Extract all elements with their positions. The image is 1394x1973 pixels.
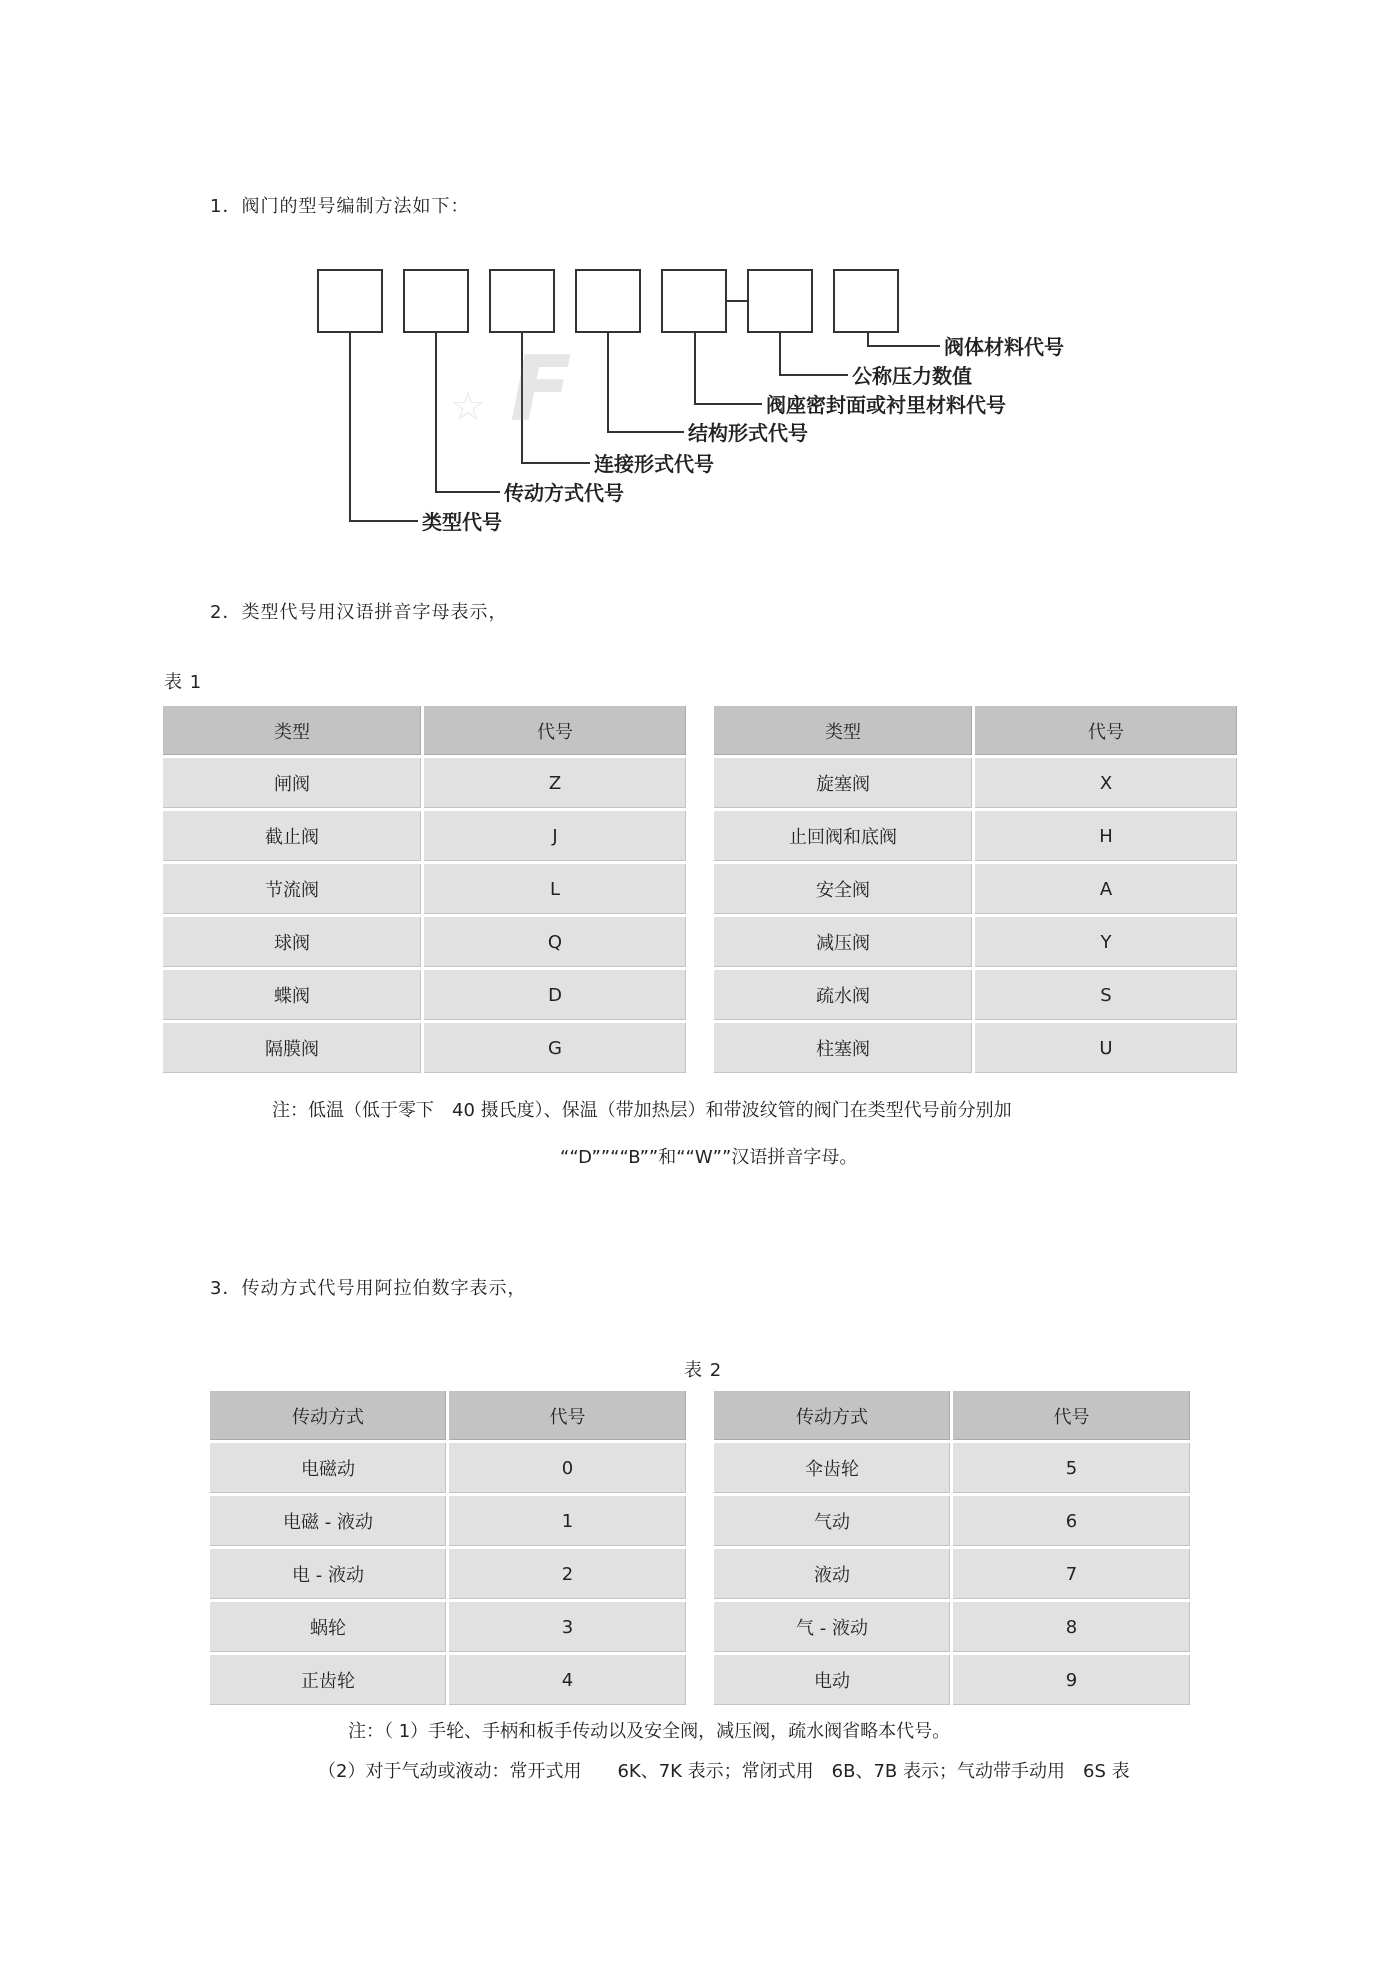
table-cell: Q (424, 917, 686, 970)
table-cell: 1 (449, 1496, 686, 1549)
table-cell: 止回阀和底阀 (714, 811, 975, 864)
table-cell: 9 (953, 1655, 1190, 1708)
table-cell: H (975, 811, 1237, 864)
label-structure-form: 结构形式代号 (688, 421, 808, 445)
table-cell: 安全阀 (714, 864, 975, 917)
table-cell: 4 (449, 1655, 686, 1708)
table-cell: 气 - 液动 (714, 1602, 953, 1655)
header-type: 类型 (163, 706, 424, 758)
header-drive-mode: 传动方式 (210, 1391, 449, 1443)
watermark-logo (450, 337, 571, 442)
label-drive-mode: 传动方式代号 (504, 481, 624, 505)
header-code: 代号 (975, 706, 1237, 758)
table-cell: Y (975, 917, 1237, 970)
header-code: 代号 (449, 1391, 686, 1443)
table-cell: 柱塞阀 (714, 1023, 975, 1076)
label-type-code: 类型代号 (422, 510, 502, 534)
header-type: 类型 (714, 706, 975, 758)
header-code: 代号 (424, 706, 686, 758)
header-code: 代号 (953, 1391, 1190, 1443)
table-cell: 气动 (714, 1496, 953, 1549)
table-cell: 蝶阀 (163, 970, 424, 1023)
table-cell: 减压阀 (714, 917, 975, 970)
table2-right (714, 1391, 1190, 1708)
table-cell: 电磁动 (210, 1443, 449, 1496)
table-cell: 电磁 - 液动 (210, 1496, 449, 1549)
table-cell: 旋塞阀 (714, 758, 975, 811)
svg-text:F: F (510, 337, 572, 442)
table-cell: 5 (953, 1443, 1190, 1496)
table1-note-line2: ““D””““B””和““W””汉语拼音字母。 (560, 1147, 858, 1168)
table-cell: 截止阀 (163, 811, 424, 864)
table-cell: L (424, 864, 686, 917)
model-code-diagram (300, 260, 1100, 540)
table-cell: 电动 (714, 1655, 953, 1708)
section-3-text: 3．传动方式代号用阿拉伯数字表示， (210, 1278, 527, 1299)
header-drive-mode: 传动方式 (714, 1391, 953, 1443)
table2-note-line1: 注：（ 1）手轮、手柄和板手传动以及安全阀，减压阀，疏水阀省略本代号。 (348, 1721, 951, 1742)
table-cell: U (975, 1023, 1237, 1076)
table-cell: 2 (449, 1549, 686, 1602)
table-cell: 隔膜阀 (163, 1023, 424, 1076)
section-1-text: 1．阀门的型号编制方法如下： (210, 196, 470, 217)
table-cell: 电 - 液动 (210, 1549, 449, 1602)
table-cell: X (975, 758, 1237, 811)
table2-left (210, 1391, 686, 1708)
table-cell: Z (424, 758, 686, 811)
svg-text:☆: ☆ (450, 384, 486, 430)
table-cell: A (975, 864, 1237, 917)
table-cell: J (424, 811, 686, 864)
table-cell: 闸阀 (163, 758, 424, 811)
table-cell: 液动 (714, 1549, 953, 1602)
table-cell: S (975, 970, 1237, 1023)
table1-right (714, 706, 1237, 1076)
label-connection-form: 连接形式代号 (594, 452, 714, 476)
label-nominal-pressure: 公称压力数值 (852, 364, 972, 388)
table-cell: 0 (449, 1443, 686, 1496)
table2-caption: 表 2 (684, 1360, 723, 1381)
table-cell: 6 (953, 1496, 1190, 1549)
table-cell: G (424, 1023, 686, 1076)
table1-left (163, 706, 686, 1076)
label-seat-material: 阀座密封面或衬里材料代号 (766, 393, 1006, 417)
table-cell: 7 (953, 1549, 1190, 1602)
label-body-material: 阀体材料代号 (944, 335, 1064, 359)
table2-note-line2: （2）对于气动或液动：常开式用 6K、7K 表示；常闭式用 6B、7B 表示；气动带手动用 6S 表 (318, 1761, 1130, 1782)
table-cell: 3 (449, 1602, 686, 1655)
table-cell: 球阀 (163, 917, 424, 970)
table1-caption: 表 1 (164, 672, 203, 693)
table-cell: 蜗轮 (210, 1602, 449, 1655)
table-cell: 节流阀 (163, 864, 424, 917)
table-cell: 8 (953, 1602, 1190, 1655)
table-cell: 正齿轮 (210, 1655, 449, 1708)
table-cell: D (424, 970, 686, 1023)
table-cell: 伞齿轮 (714, 1443, 953, 1496)
section-2-text: 2．类型代号用汉语拼音字母表示， (210, 602, 508, 623)
table-cell: 疏水阀 (714, 970, 975, 1023)
table1-note-line1: 注：低温（低于零下 40 摄氏度）、保温（带加热层）和带波纹管的阀门在类型代号前分别加 (272, 1100, 1012, 1121)
